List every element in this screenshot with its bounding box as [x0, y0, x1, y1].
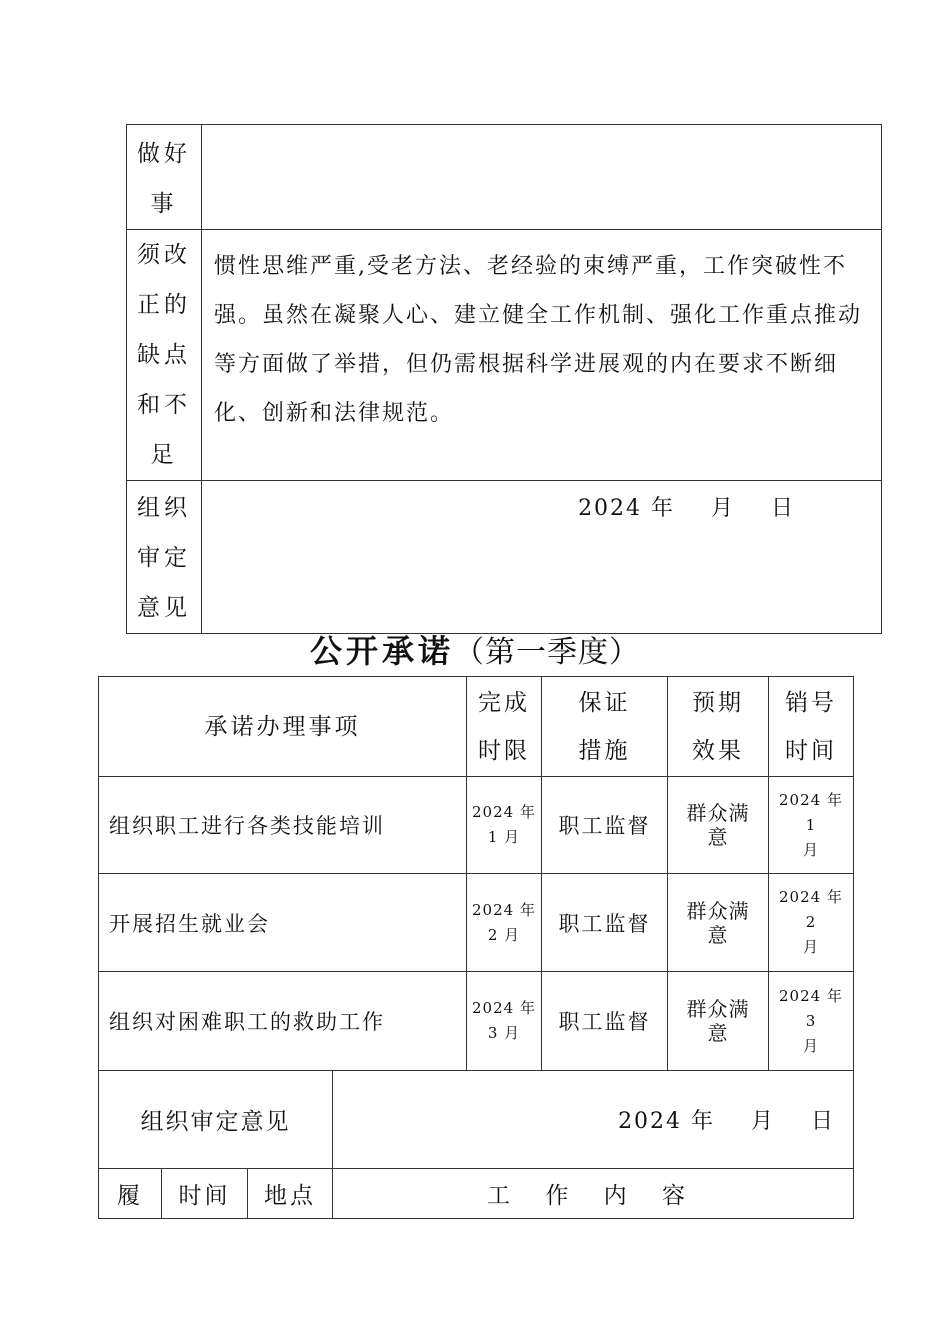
commitment-item: 组织对困难职工的救助工作 [99, 972, 467, 1071]
page-title [0, 626, 950, 678]
footer-col-time: 时间 [162, 1169, 248, 1219]
table-row [99, 972, 854, 1071]
commitment-item: 开展招生就业会 [99, 874, 467, 972]
header-row [99, 677, 854, 777]
effect-cell: 群众满 意 [668, 777, 769, 874]
closing-cell: 2024 年 3 月 [769, 972, 854, 1071]
footer-col-place: 地点 [248, 1169, 333, 1219]
review-opinion-cell [202, 481, 882, 634]
good-deeds-content [202, 125, 882, 230]
effect-cell: 群众满 意 [668, 972, 769, 1071]
header-effect: 预期 效果 [668, 677, 769, 777]
closing-cell: 2024 年 1 月 [769, 777, 854, 874]
row-label: 做好 事 [127, 125, 202, 230]
footer-col-content: 工 作 内 容 [333, 1169, 854, 1219]
shortcomings-content: 惯性思维严重,受老方法、老经验的束缚严重，工作突破性不强。虽然在凝聚人心、建立健全工作机制、强化工作重点推动等方面做了举措，但仍需根据科学进展观的内在要求不断细化、创新和法律规范。 [202, 230, 882, 481]
review-row [99, 1071, 854, 1169]
header-measures: 保证 措施 [542, 677, 668, 777]
footer-col-record: 履 [99, 1169, 162, 1219]
deadline-cell: 2024 年 1 月 [467, 777, 542, 874]
row-label: 须改 正的 缺点 和不 足 [127, 230, 202, 481]
table-row [127, 125, 882, 230]
table-row [127, 481, 882, 634]
header-item: 承诺办理事项 [99, 677, 467, 777]
measures-cell: 职工监督 [542, 777, 668, 874]
row-label: 组织 审定 意见 [127, 481, 202, 634]
table-row [127, 230, 882, 481]
review-label: 组织审定意见 [99, 1071, 333, 1169]
effect-cell: 群众满 意 [668, 874, 769, 972]
deadline-cell: 2024 年 2 月 [467, 874, 542, 972]
table-row [99, 874, 854, 972]
review-date: 2024 年 月 日 [333, 1071, 854, 1169]
table-row [99, 777, 854, 874]
header-deadline: 完成 时限 [467, 677, 542, 777]
commitment-item: 组织职工进行各类技能培训 [99, 777, 467, 874]
footer-row [99, 1169, 854, 1219]
closing-cell: 2024 年 2 月 [769, 874, 854, 972]
review-date: 2024 年 月 日 [578, 496, 795, 521]
measures-cell: 职工监督 [542, 874, 668, 972]
measures-cell: 职工监督 [542, 972, 668, 1071]
review-table [126, 124, 882, 634]
title-subtitle: （第一季度） [454, 635, 640, 670]
title-main: 公开承诺 [309, 632, 454, 670]
commitment-table [98, 676, 854, 1219]
deadline-cell: 2024 年 3 月 [467, 972, 542, 1071]
header-closing: 销号 时间 [769, 677, 854, 777]
